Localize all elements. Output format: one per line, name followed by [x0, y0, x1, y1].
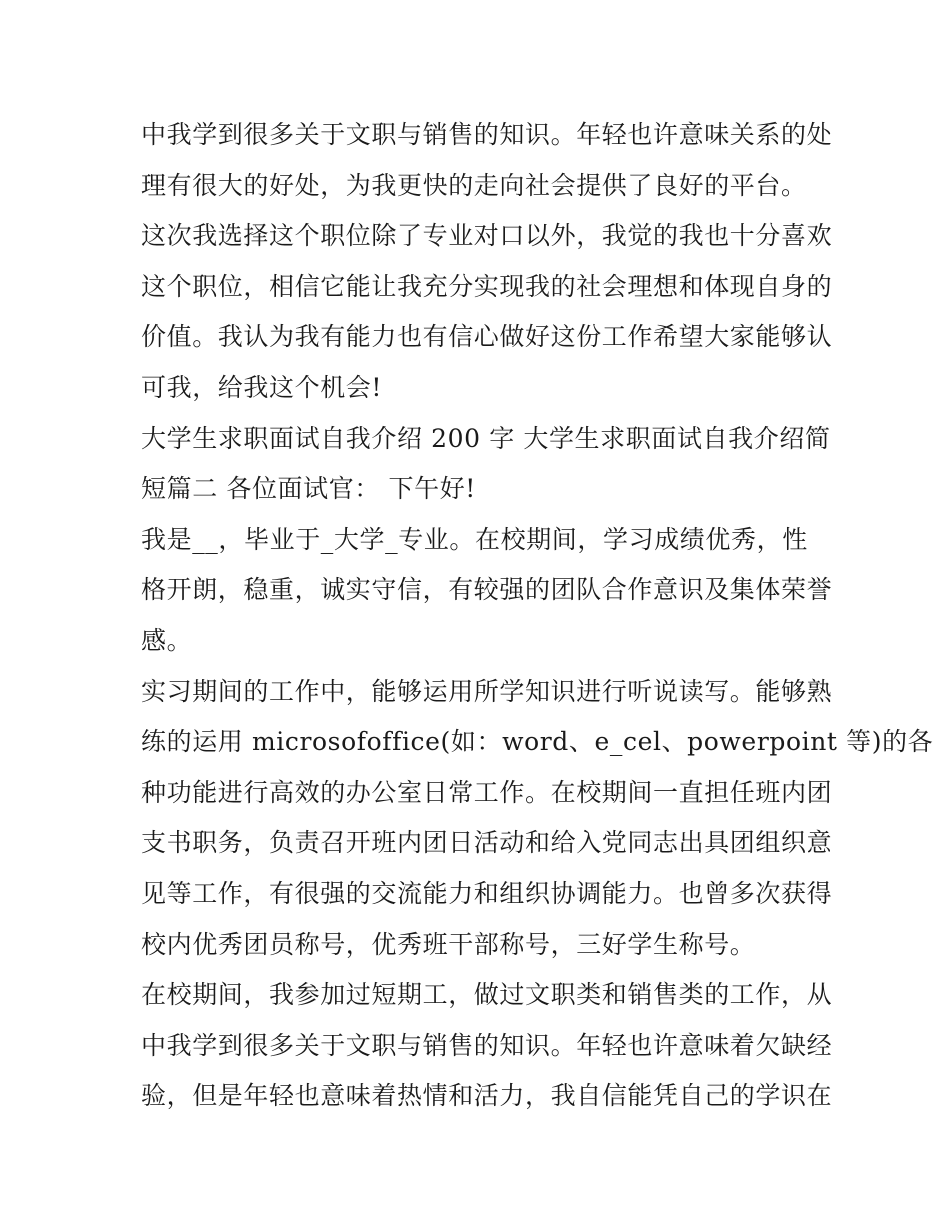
text-line: 理有很大的好处，为我更快的走向社会提供了良好的平台。	[141, 170, 807, 200]
text-line: 这次我选择这个职位除了专业对口以外，我觉的我也十分喜欢	[141, 221, 833, 251]
text-line: 我是__，毕业于_大学_专业。在校期间，学习成绩优秀，性	[141, 524, 808, 554]
text-line: 练的运用 microsofoffice(如：word、e_cel、powerpoint 等)的各	[141, 727, 934, 757]
document-body	[141, 110, 934, 1122]
text-line: 格开朗，稳重，诚实守信，有较强的团队合作意识及集体荣誉	[141, 575, 833, 605]
text-line: 见等工作，有很强的交流能力和组织协调能力。也曾多次获得	[141, 878, 833, 908]
section-heading-line: 大学生求职面试自我介绍 200 字 大学生求职面试自我介绍简	[141, 423, 831, 453]
text-line: 实习期间的工作中，能够运用所学知识进行听说读写。能够熟	[141, 676, 833, 706]
text-line: 支书职务，负责召开班内团日活动和给入党同志出具团组织意	[141, 828, 833, 858]
text-line: 验，但是年轻也意味着热情和活力，我自信能凭自己的学识在	[141, 1081, 833, 1111]
text-line: 价值。我认为我有能力也有信心做好这份工作希望大家能够认	[141, 322, 833, 352]
text-line: 校内优秀团员称号，优秀班干部称号，三好学生称号。	[141, 929, 756, 959]
text-line: 中我学到很多关于文职与销售的知识。年轻也许意味关系的处	[141, 120, 833, 149]
section-heading-line: 短篇二 各位面试官： 下午好!	[141, 474, 476, 504]
text-line: 中我学到很多关于文职与销售的知识。年轻也许意味着欠缺经	[141, 1030, 833, 1060]
text-line: 感。	[141, 625, 193, 655]
text-line: 种功能进行高效的办公室日常工作。在校期间一直担任班内团	[141, 777, 833, 807]
text-line: 可我，给我这个机会!	[141, 372, 383, 402]
text-line: 在校期间，我参加过短期工，做过文职类和销售类的工作，从	[141, 980, 833, 1010]
text-line: 这个职位，相信它能让我充分实现我的社会理想和体现自身的	[141, 271, 833, 301]
